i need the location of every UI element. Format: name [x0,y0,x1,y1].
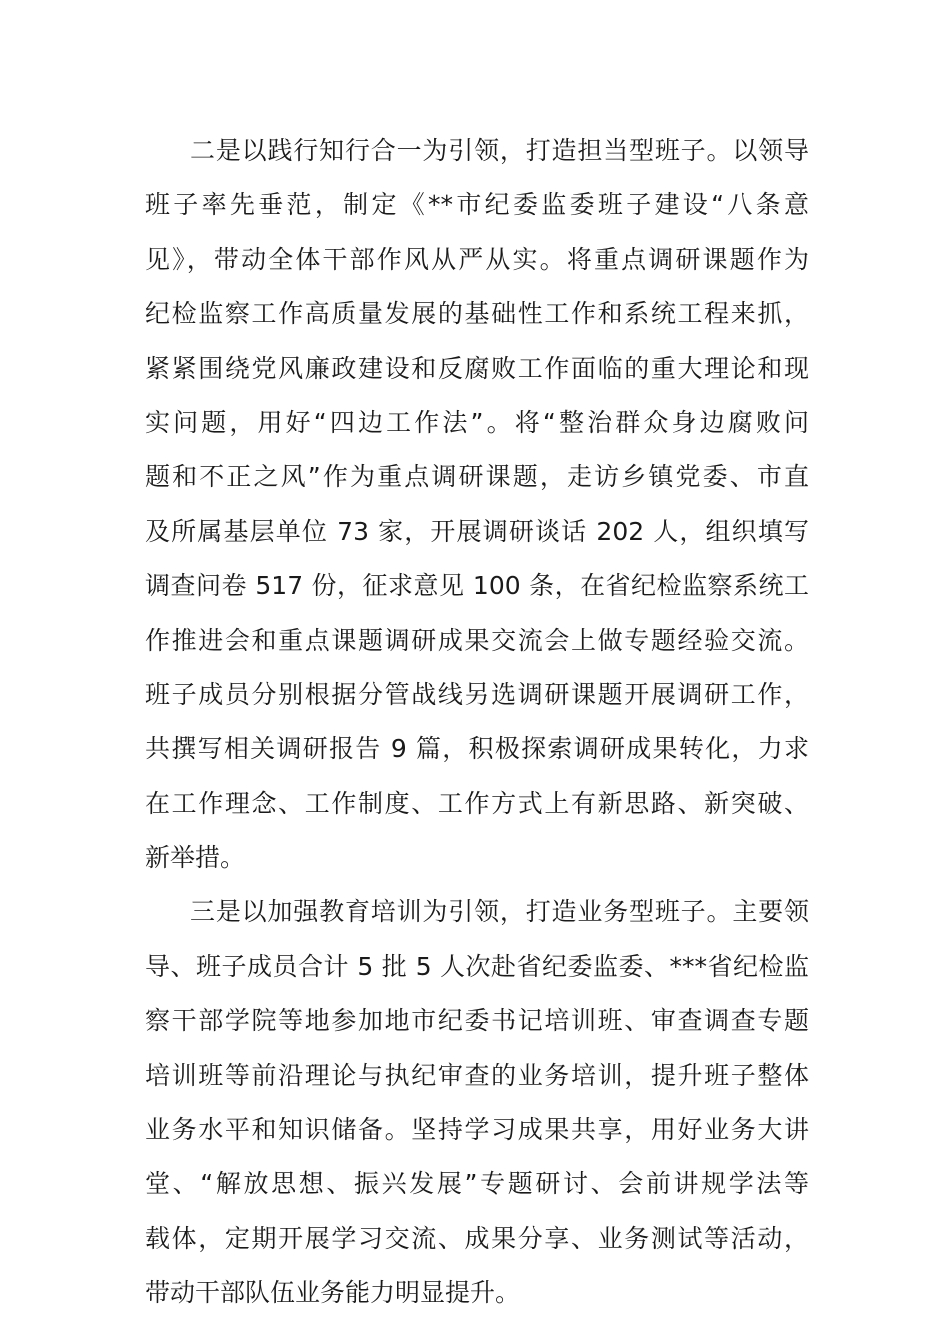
paragraph-line: 班子率先垂范，制定《**市纪委监委班子建设“八条意 [145,190,809,220]
paragraph-line: 察干部学院等地参加地市纪委书记培训班、审查调查专题 [145,1006,809,1036]
paragraph-line: 导、班子成员合计 5 批 5 人次赴省纪委监委、***省纪检监 [145,951,809,981]
paragraph-line: 作推进会和重点课题调研成果交流会上做专题经验交流。 [145,625,809,655]
paragraph-line: 题和不正之风”作为重点调研课题，走访乡镇党委、市直 [145,462,809,492]
paragraph-line: 调查问卷 517 份，征求意见 100 条，在省纪检监察系统工 [145,571,809,601]
paragraph-line: 二是以践行知行合一为引领，打造担当型班子。以领导 [190,136,809,165]
paragraph-line: 带动干部队伍业务能力明显提升。 [145,1278,521,1308]
document-body [145,124,809,1321]
paragraph-line: 紧紧围绕党风廉政建设和反腐败工作面临的重大理论和现 [145,353,809,383]
paragraph-line: 在工作理念、工作制度、工作方式上有新思路、新突破、 [145,788,809,818]
paragraph-line: 共撰写相关调研报告 9 篇，积极探索调研成果转化，力求 [145,734,809,764]
paragraph-line: 载体，定期开展学习交流、成果分享、业务测试等活动， [145,1223,809,1253]
paragraph-line: 三是以加强教育培训为引领，打造业务型班子。主要领 [190,897,809,927]
paragraph-line: 堂、“解放思想、振兴发展”专题研讨、会前讲规学法等 [145,1169,809,1199]
paragraph-line: 新举措。 [145,843,246,873]
paragraph-line: 培训班等前沿理论与执纪审查的业务培训，提升班子整体 [145,1060,809,1090]
paragraph-line: 实问题，用好“四边工作法”。将“整治群众身边腐败问 [145,407,809,437]
paragraph-line: 班子成员分别根据分管战线另选调研课题开展调研工作， [145,679,809,709]
paragraph-line: 及所属基层单位 73 家，开展调研谈话 202 人，组织填写 [145,516,809,546]
paragraph-line: 见》，带动全体干部作风从严从实。将重点调研课题作为 [145,244,809,274]
paragraph-1 [145,124,809,885]
paragraph-line: 业务水平和知识储备。坚持学习成果共享，用好业务大讲 [145,1115,809,1145]
paragraph-2 [145,885,809,1320]
paragraph-line: 纪检监察工作高质量发展的基础性工作和系统工程来抓， [145,299,809,329]
